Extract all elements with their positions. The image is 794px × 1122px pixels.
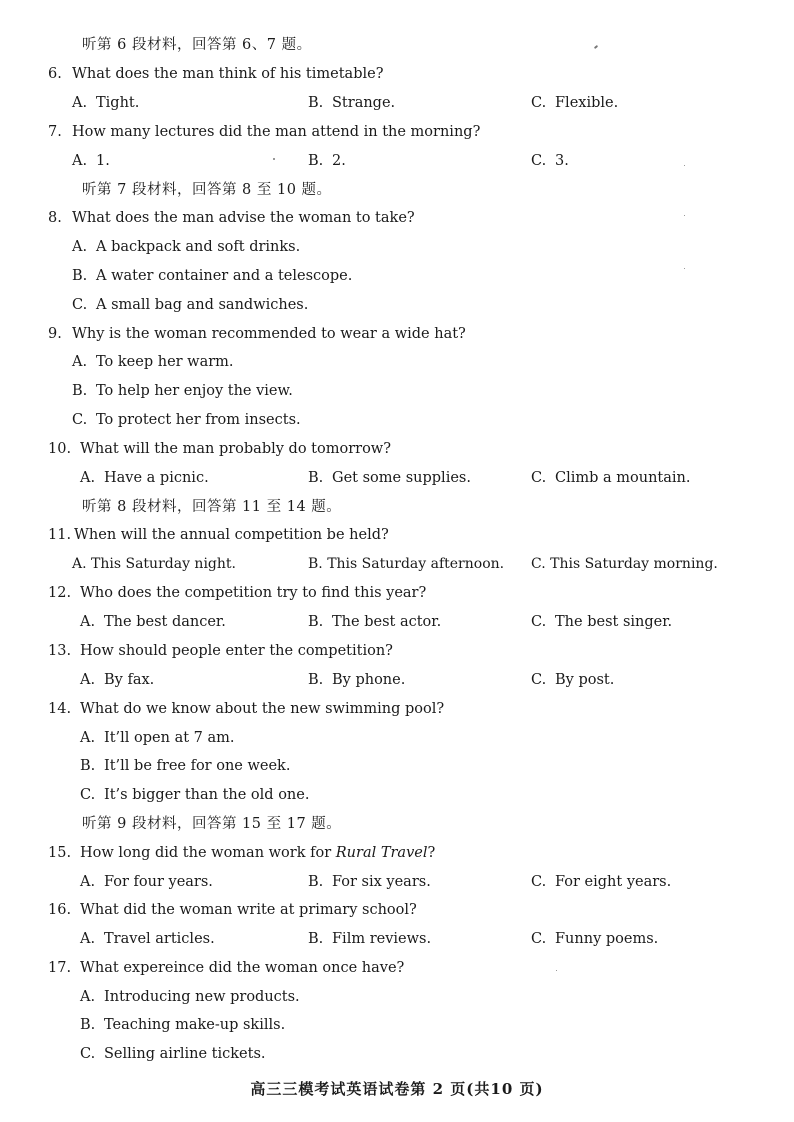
question-text: Why is the woman recommended to wear a wide hat? [72, 326, 466, 342]
option-b[interactable]: B. Strange. [308, 95, 396, 111]
scan-mark [556, 970, 557, 971]
option-b[interactable]: B. To help her enjoy the view. [72, 383, 293, 399]
question-13-options [0, 669, 794, 691]
option-c[interactable]: C. A small bag and sandwiches. [72, 297, 309, 313]
question-text: How long did the woman work for Rural Travel? [80, 845, 436, 861]
option-b[interactable]: B. The best actor. [308, 614, 442, 630]
question-7-options [0, 150, 794, 172]
question-text: What will the man probably do tomorrow? [80, 441, 391, 457]
question-text: How many lectures did the man attend in the morning? [72, 124, 481, 140]
question-number: 9. [48, 326, 62, 342]
question-7 [0, 121, 794, 143]
option-a[interactable]: A. For four years. [80, 874, 213, 890]
option-a[interactable]: A. Introducing new products. [80, 989, 300, 1005]
option-b[interactable]: B. By phone. [308, 672, 406, 688]
option-b[interactable]: B. 2. [308, 153, 346, 169]
section-heading-9: 听第 9 段材料，回答第 15 至 17 题。 [82, 816, 342, 832]
question-number: 8. [48, 210, 62, 226]
option-c[interactable]: C. The best singer. [531, 614, 673, 630]
question-15-options [0, 871, 794, 893]
question-11-options [0, 553, 794, 575]
option-c[interactable]: C. Funny poems. [531, 931, 659, 947]
page-footer: 高三三模考试英语试卷第 2 页(共10 页) [250, 1080, 544, 1098]
option-b[interactable]: B. Teaching make-up skills. [80, 1017, 286, 1033]
question-text: What does the man advise the woman to take? [72, 210, 415, 226]
question-6-options [0, 92, 794, 114]
question-number: 16. [48, 902, 72, 918]
option-a[interactable]: A. This Saturday night. [72, 556, 236, 572]
option-a[interactable]: A. A backpack and soft drinks. [72, 239, 301, 255]
option-a[interactable]: A. Travel articles. [80, 931, 215, 947]
section-heading-8: 听第 8 段材料，回答第 11 至 14 题。 [82, 499, 342, 515]
question-9 [0, 323, 794, 345]
publication-title: Rural Travel [335, 845, 428, 861]
question-8 [0, 207, 794, 229]
option-b[interactable]: B. For six years. [308, 874, 431, 890]
option-b[interactable]: B. This Saturday afternoon. [308, 556, 505, 572]
option-c[interactable]: C. 3. [531, 153, 569, 169]
option-c[interactable]: C. For eight years. [531, 874, 672, 890]
question-11 [0, 524, 794, 546]
scan-mark [684, 268, 685, 269]
option-c[interactable]: C. It’s bigger than the old one. [80, 787, 310, 803]
question-text: Who does the competition try to find this year? [80, 585, 427, 601]
option-c[interactable]: C. Selling airline tickets. [80, 1046, 266, 1062]
question-number: 14. [48, 701, 72, 717]
option-a[interactable]: A. It’ll open at 7 am. [80, 730, 235, 746]
question-10-options [0, 467, 794, 489]
question-number: 12. [48, 585, 72, 601]
question-text: What do we know about the new swimming pool? [80, 701, 445, 717]
option-b[interactable]: B. It’ll be free for one week. [80, 758, 291, 774]
question-text: What does the man think of his timetable? [72, 66, 384, 82]
option-a[interactable]: A. Tight. [72, 95, 140, 111]
question-14 [0, 698, 794, 720]
question-15 [0, 842, 794, 864]
section-heading-7: 听第 7 段材料，回答第 8 至 10 题。 [82, 182, 332, 198]
question-number: 6. [48, 66, 62, 82]
option-b[interactable]: B. A water container and a telescope. [72, 268, 353, 284]
question-number: 11. [48, 527, 72, 543]
option-b[interactable]: B. Film reviews. [308, 931, 432, 947]
scan-mark [273, 158, 275, 160]
question-number: 10. [48, 441, 72, 457]
question-text: What did the woman write at primary school? [80, 902, 417, 918]
scan-mark [684, 215, 685, 216]
option-c[interactable]: C. Climb a mountain. [531, 470, 691, 486]
question-10 [0, 438, 794, 460]
question-16-options [0, 928, 794, 950]
question-13 [0, 640, 794, 662]
question-number: 13. [48, 643, 72, 659]
option-a[interactable]: A. By fax. [80, 672, 155, 688]
question-16 [0, 899, 794, 921]
question-number: 17. [48, 960, 72, 976]
question-17 [0, 957, 794, 979]
option-a[interactable]: A. Have a picnic. [80, 470, 209, 486]
option-c[interactable]: C. Flexible. [531, 95, 619, 111]
scan-mark [684, 165, 685, 166]
option-c[interactable]: C. By post. [531, 672, 615, 688]
question-text: When will the annual competition be held? [74, 527, 389, 543]
option-c[interactable]: C. To protect her from insects. [72, 412, 301, 428]
question-number: 7. [48, 124, 62, 140]
section-heading-6: 听第 6 段材料，回答第 6、7 题。 [82, 37, 312, 53]
option-a[interactable]: A. 1. [72, 153, 110, 169]
question-text: What expereince did the woman once have? [80, 960, 405, 976]
question-number: 15. [48, 845, 72, 861]
question-12 [0, 582, 794, 604]
option-c[interactable]: C. This Saturday morning. [531, 556, 718, 572]
question-text: How should people enter the competition? [80, 643, 393, 659]
option-a[interactable]: A. To keep her warm. [72, 354, 234, 370]
option-a[interactable]: A. The best dancer. [80, 614, 226, 630]
question-12-options [0, 611, 794, 633]
question-6 [0, 63, 794, 85]
scan-mark [594, 45, 598, 49]
option-b[interactable]: B. Get some supplies. [308, 470, 471, 486]
